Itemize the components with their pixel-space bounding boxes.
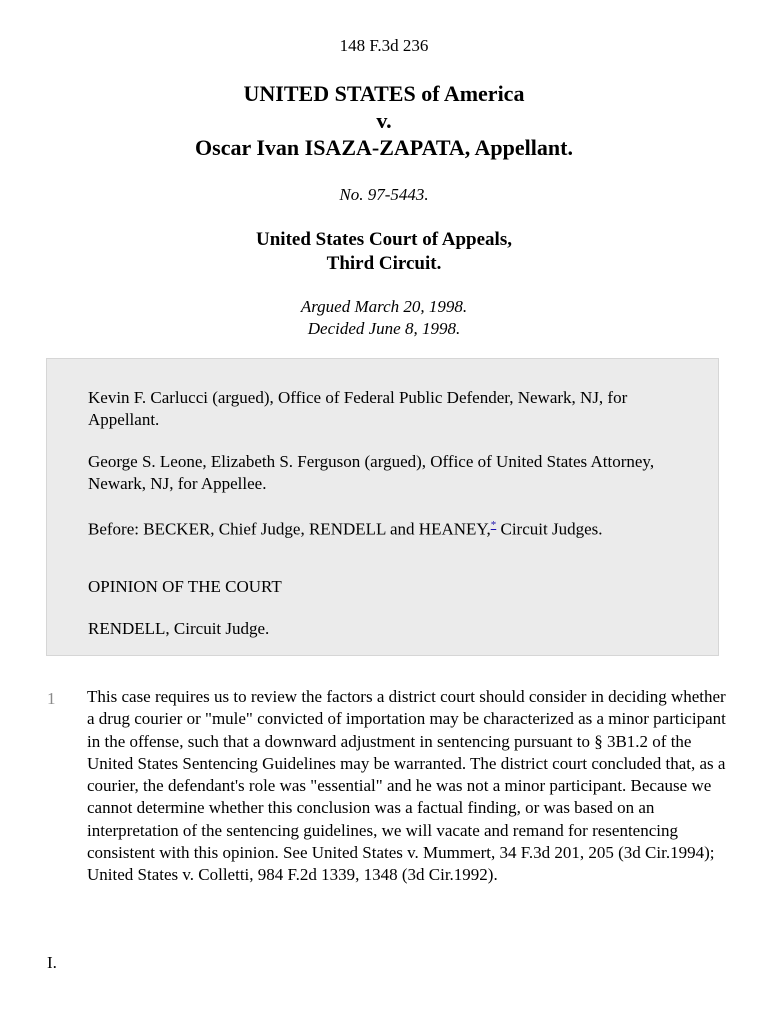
panel-judges-after: Circuit Judges. — [496, 519, 603, 539]
section-heading: I. — [47, 953, 57, 972]
case-caption — [0, 80, 768, 161]
counsel-appellee: George S. Leone, Elizabeth S. Ferguson (argued), Office of United States Attorney, Newark, NJ, for Appellee. — [88, 452, 655, 493]
caption-versus: v. — [376, 108, 392, 133]
panel-judges-before: Before: BECKER, Chief Judge, RENDELL and HEANEY, — [88, 519, 491, 539]
docket-number: No. 97-5443. — [339, 185, 429, 204]
court-name-line2: Third Circuit. — [326, 253, 442, 274]
panel-judges — [88, 513, 688, 541]
court-name — [0, 228, 768, 276]
argued-date: Argued March 20, 1998. — [300, 297, 468, 316]
court-name-line1: United States Court of Appeals, — [256, 229, 512, 250]
case-dates — [0, 296, 768, 340]
opinion-author: RENDELL, Circuit Judge. — [88, 619, 270, 638]
counsel-appellant: Kevin F. Carlucci (argued), Office of Federal Public Defender, Newark, NJ, for Appellant. — [88, 388, 628, 429]
paragraph-number: 1 — [47, 689, 56, 708]
footnote-link[interactable]: * — [490, 519, 497, 531]
caption-plaintiff: UNITED STATES of America — [243, 81, 525, 106]
paragraph-text: This case requires us to review the factors a district court should consider in deciding whether a drug courier or "mule" convicted of importation may be characterized as a minor participant in the offense, such that a downward adjustment in sentencing pursuant to § 3B1.2 of the United States Sentencing Guidelines may be warranted. The district court concluded that, as a courier, the defendant's role was "essential" and he was not a minor participant. Because we cannot determine whether this conclusion was a factual finding, or was based on an interpretation of the sentencing guidelines, we will vacate and remand for resentencing consistent with this opinion. See United States v. Mummert, 34 F.3d 201, 205 (3d Cir.1994); United States v. Colletti, 984 F.2d 1339, 1348 (3d Cir.1992). — [87, 687, 726, 885]
case-citation: 148 F.3d 236 — [339, 36, 429, 55]
caption-defendant: Oscar Ivan ISAZA-ZAPATA, Appellant. — [195, 135, 573, 160]
opinion-header-box — [46, 358, 719, 656]
opinion-label: OPINION OF THE COURT — [88, 577, 282, 596]
decided-date: Decided June 8, 1998. — [307, 319, 461, 338]
